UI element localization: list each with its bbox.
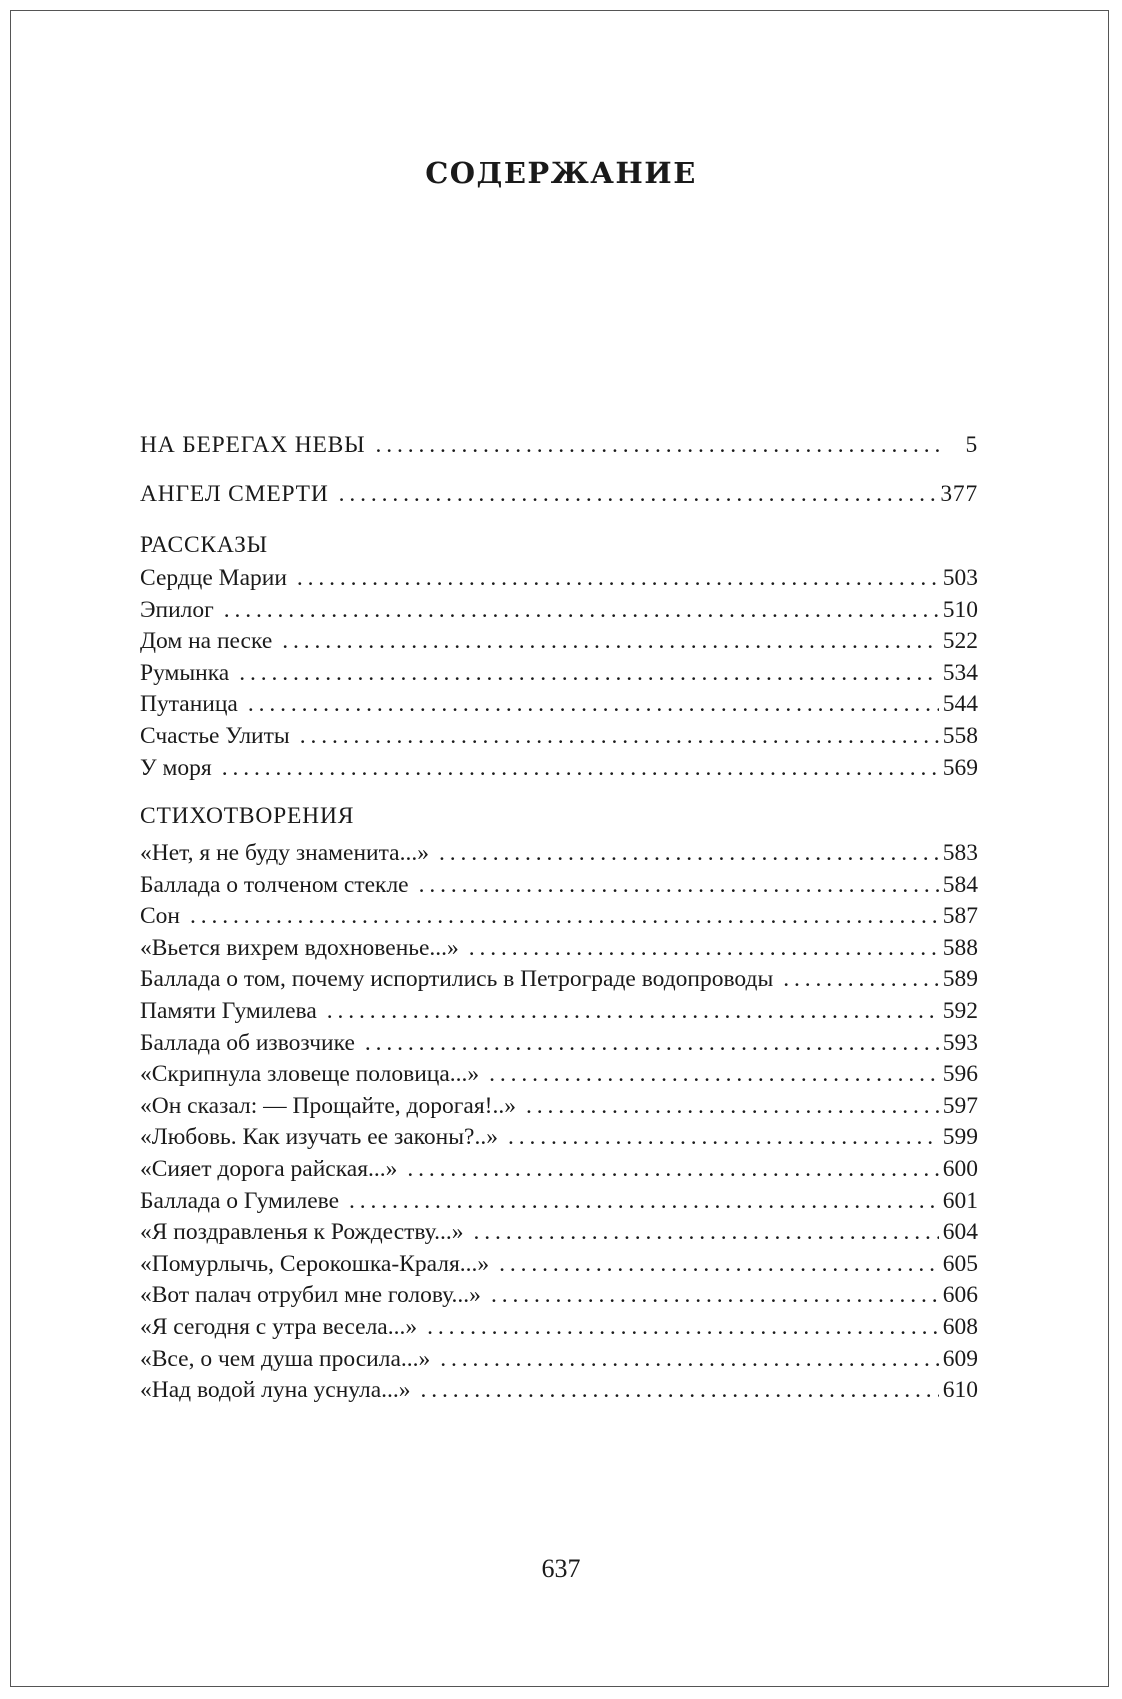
toc-entry[interactable] bbox=[140, 996, 978, 1026]
toc-entry[interactable] bbox=[140, 1375, 978, 1405]
dot-leader bbox=[508, 1122, 939, 1152]
toc-entry-na-beregakh-nevy[interactable] bbox=[140, 430, 978, 460]
dot-leader bbox=[239, 658, 939, 688]
dot-leader bbox=[491, 1280, 939, 1310]
toc-entry-title: «Над водой луна уснула...» bbox=[140, 1377, 411, 1404]
toc-entry-page: 599 bbox=[942, 1124, 978, 1151]
toc-entry-title: Путаница bbox=[140, 691, 238, 718]
toc-entry[interactable] bbox=[140, 1186, 978, 1216]
toc-entry-page: 534 bbox=[942, 659, 978, 686]
toc-entry-page: 608 bbox=[942, 1314, 978, 1340]
toc-entry[interactable] bbox=[140, 1154, 978, 1184]
dot-leader bbox=[300, 721, 939, 751]
toc-entry-page: 589 bbox=[942, 966, 978, 993]
toc-entry-title: «Помурлычь, Серокошка-Краля...» bbox=[140, 1250, 490, 1277]
toc-entry[interactable] bbox=[140, 1312, 978, 1342]
toc-entry-page: 587 bbox=[942, 903, 978, 930]
toc-entry-title: «Вьется вихрем вдохновенье...» bbox=[140, 934, 459, 961]
dot-leader bbox=[421, 1375, 939, 1405]
toc-entry[interactable] bbox=[140, 933, 978, 963]
toc-entry[interactable] bbox=[140, 1122, 978, 1152]
dot-leader bbox=[248, 689, 939, 719]
toc-entry-page: 592 bbox=[942, 998, 978, 1024]
toc-entry[interactable] bbox=[140, 838, 978, 868]
toc-entry[interactable] bbox=[140, 658, 978, 688]
toc-entry-page: 601 bbox=[942, 1187, 978, 1214]
toc-entry-title: АНГЕЛ СМЕРТИ bbox=[140, 481, 329, 507]
page-number: 637 bbox=[541, 1554, 581, 1583]
dot-leader bbox=[407, 1154, 938, 1184]
toc-entry[interactable] bbox=[140, 870, 978, 900]
toc-entry-title: «Я сегодня с утра весела...» bbox=[140, 1314, 418, 1340]
toc-entry-title: «Все, о чем душа просила...» bbox=[140, 1345, 431, 1372]
toc-entry-page: 606 bbox=[942, 1282, 978, 1309]
toc-entry-title: Баллада о том, почему испортились в Петрограде водопроводы bbox=[140, 966, 774, 993]
dot-leader bbox=[297, 563, 939, 593]
dot-leader bbox=[427, 1312, 939, 1342]
toc-entry-title: Баллада об извозчике bbox=[140, 1029, 355, 1056]
toc-entry-page: 510 bbox=[942, 596, 978, 623]
dot-leader bbox=[224, 595, 939, 625]
toc-entry-title: «Вот палач отрубил мне голову...» bbox=[140, 1282, 481, 1309]
toc-entry-title: Румынка bbox=[140, 659, 230, 686]
dot-leader bbox=[375, 430, 942, 460]
dot-leader bbox=[440, 1344, 938, 1374]
dot-leader bbox=[526, 1091, 939, 1121]
toc-entry[interactable] bbox=[140, 901, 978, 931]
toc-entry[interactable] bbox=[140, 563, 978, 593]
toc-entry-title: Дом на песке bbox=[140, 628, 273, 655]
toc-entry-title: «Сияет дорога райская...» bbox=[140, 1156, 398, 1182]
toc-entry-page: 604 bbox=[942, 1219, 978, 1246]
toc-entry-title: «Он сказал: — Прощайте, дорогая!..» bbox=[140, 1092, 516, 1119]
toc-entry-title: «Нет, я не буду знаменита...» bbox=[140, 840, 429, 866]
toc-entry-title: «Я поздравленья к Рождеству...» bbox=[140, 1219, 464, 1246]
toc-entry-page: 605 bbox=[942, 1250, 978, 1277]
dot-leader bbox=[499, 1249, 939, 1279]
toc-entry[interactable] bbox=[140, 626, 978, 656]
dot-leader bbox=[190, 901, 939, 931]
dot-leader bbox=[489, 1059, 939, 1089]
dot-leader bbox=[282, 626, 939, 656]
toc-entry-angel-smerti[interactable] bbox=[140, 479, 978, 509]
toc-entry[interactable] bbox=[140, 964, 978, 994]
dot-leader bbox=[419, 870, 939, 900]
dot-leader bbox=[349, 1186, 939, 1216]
toc-entry-page: 593 bbox=[942, 1029, 978, 1056]
toc-entry[interactable] bbox=[140, 689, 978, 719]
toc-entry-title: Баллада о толченом стекле bbox=[140, 871, 409, 898]
toc-entry-page: 596 bbox=[942, 1061, 978, 1088]
toc-entry-page: 610 bbox=[942, 1377, 978, 1404]
toc-entry-page: 503 bbox=[942, 565, 978, 591]
section-heading-stikhotvoreniya: СТИХОТВОРЕНИЯ bbox=[140, 803, 355, 829]
toc-entry-title: Памяти Гумилева bbox=[140, 998, 317, 1024]
toc-entry-page: 583 bbox=[942, 840, 978, 866]
toc-entry-page: 600 bbox=[942, 1156, 978, 1182]
toc-entry-page: 584 bbox=[942, 871, 978, 898]
toc-entry[interactable] bbox=[140, 1028, 978, 1058]
toc-entry-page: 5 bbox=[965, 432, 978, 458]
toc-entry[interactable] bbox=[140, 1091, 978, 1121]
toc-entry-page: 609 bbox=[942, 1345, 978, 1372]
toc-entry[interactable] bbox=[140, 595, 978, 625]
section-heading-rasskazy: РАССКАЗЫ bbox=[140, 532, 268, 558]
toc-entry-page: 597 bbox=[942, 1092, 978, 1119]
dot-leader bbox=[365, 1028, 939, 1058]
toc-entry-title: Сон bbox=[140, 903, 181, 930]
toc-entry-page: 377 bbox=[940, 481, 978, 507]
toc-entry[interactable] bbox=[140, 1280, 978, 1310]
dot-leader bbox=[439, 838, 939, 868]
toc-entry-title: «Скрипнула зловеще половица...» bbox=[140, 1061, 480, 1088]
toc-entry-page: 544 bbox=[942, 691, 978, 718]
dot-leader bbox=[327, 996, 939, 1026]
dot-leader bbox=[783, 964, 939, 994]
toc-entry-page: 522 bbox=[942, 628, 978, 655]
toc-entry-title: Счастье Улиты bbox=[140, 723, 290, 749]
toc-entry[interactable] bbox=[140, 1344, 978, 1374]
toc-entry-page: 569 bbox=[942, 754, 978, 781]
toc-entry-title: НА БЕРЕГАХ НЕВЫ bbox=[140, 432, 366, 458]
toc-entry[interactable] bbox=[140, 753, 978, 783]
toc-entry-title: Баллада о Гумилеве bbox=[140, 1187, 340, 1214]
toc-entry-title: Сердце Марии bbox=[140, 565, 287, 591]
dot-leader bbox=[469, 933, 939, 963]
dot-leader bbox=[222, 753, 939, 783]
toc-entry-page: 558 bbox=[942, 723, 978, 749]
toc-entry-title: У моря bbox=[140, 754, 212, 781]
dot-leader bbox=[473, 1217, 938, 1247]
toc-entry-title: Эпилог bbox=[140, 596, 214, 623]
toc-entry[interactable] bbox=[140, 721, 978, 751]
toc-entry[interactable] bbox=[140, 1217, 978, 1247]
toc-entry[interactable] bbox=[140, 1059, 978, 1089]
page-title: СОДЕРЖАНИЕ bbox=[425, 156, 697, 190]
toc-entry-title: «Любовь. Как изучать ее законы?..» bbox=[140, 1124, 498, 1151]
toc-entry-page: 588 bbox=[942, 934, 978, 961]
dot-leader bbox=[339, 479, 937, 509]
toc-entry[interactable] bbox=[140, 1249, 978, 1279]
